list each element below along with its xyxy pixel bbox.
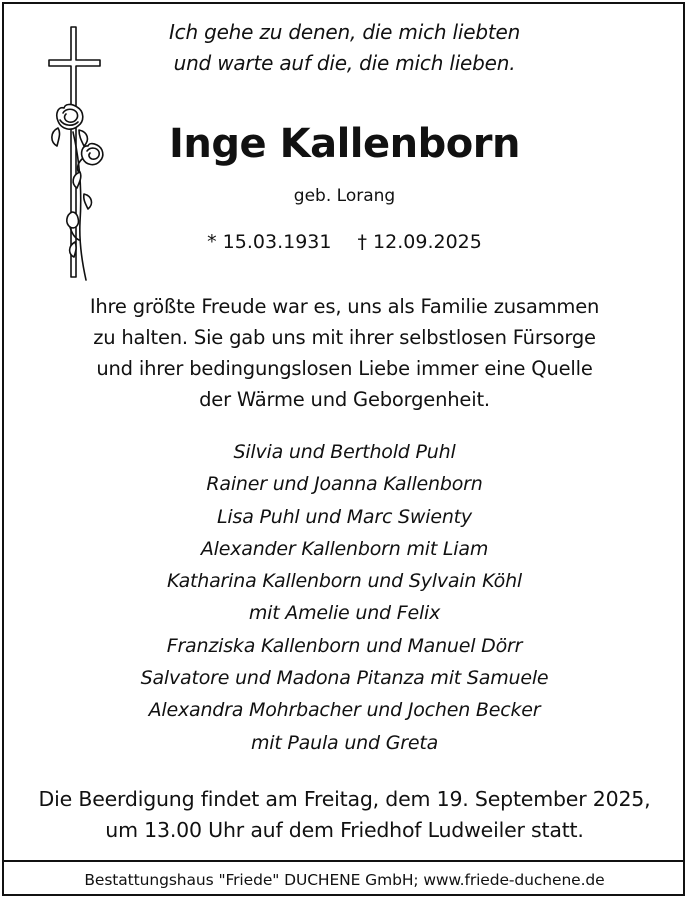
mourner-line: Silvia und Berthold Puhl — [233, 441, 456, 463]
mourner-line: Franziska Kallenborn und Manuel Dörr — [166, 634, 523, 657]
birth-date: * 15.03.1931 — [207, 231, 332, 253]
deceased-name: Inge Kallenborn — [169, 121, 520, 167]
tribute-line: der Wärme und Geborgenheit. — [199, 388, 490, 411]
footer-divider — [2, 860, 685, 862]
tribute-line: Ihre größte Freude war es, uns als Familie zusammen — [89, 295, 600, 318]
mourner-line: Katharina Kallenborn und Sylvain Köhl — [166, 570, 522, 593]
death-date: † 12.09.2025 — [357, 231, 482, 253]
maiden-name: geb. Lorang — [293, 186, 396, 206]
funeral-info — [0, 784, 689, 846]
mourner-line: Alexandra Mohrbacher und Jochen Becker — [148, 699, 541, 722]
tribute-text — [0, 291, 689, 415]
mourner-line: Alexander Kallenborn mit Liam — [200, 537, 489, 560]
funeral-line: um 13.00 Uhr auf dem Friedhof Ludweiler statt. — [105, 818, 584, 842]
quote — [0, 17, 689, 79]
funeral-home-footer: Bestattungshaus "Friede" DUCHENE GmbH; www.friede-duchene.de — [84, 871, 605, 889]
tribute-line: zu halten. Sie gab uns mit ihrer selbstlosen Fürsorge — [93, 326, 596, 349]
mourner-line: Salvatore und Madona Pitanza mit Samuele — [140, 667, 549, 690]
quote-line: und warte auf die, die mich lieben. — [173, 51, 516, 75]
mourners-list — [0, 436, 689, 759]
quote-line: Ich gehe zu denen, die mich liebten — [168, 20, 521, 44]
mourner-line: mit Amelie und Felix — [248, 602, 441, 625]
mourner-line: Lisa Puhl und Marc Swienty — [217, 505, 472, 528]
funeral-line: Die Beerdigung findet am Freitag, dem 19. September 2025, — [38, 787, 651, 811]
mourner-line: Rainer und Joanna Kallenborn — [206, 473, 483, 496]
tribute-line: und ihrer bedingungslosen Liebe immer eine Quelle — [96, 357, 593, 380]
mourner-line: mit Paula und Greta — [250, 731, 439, 754]
life-dates — [0, 228, 689, 256]
